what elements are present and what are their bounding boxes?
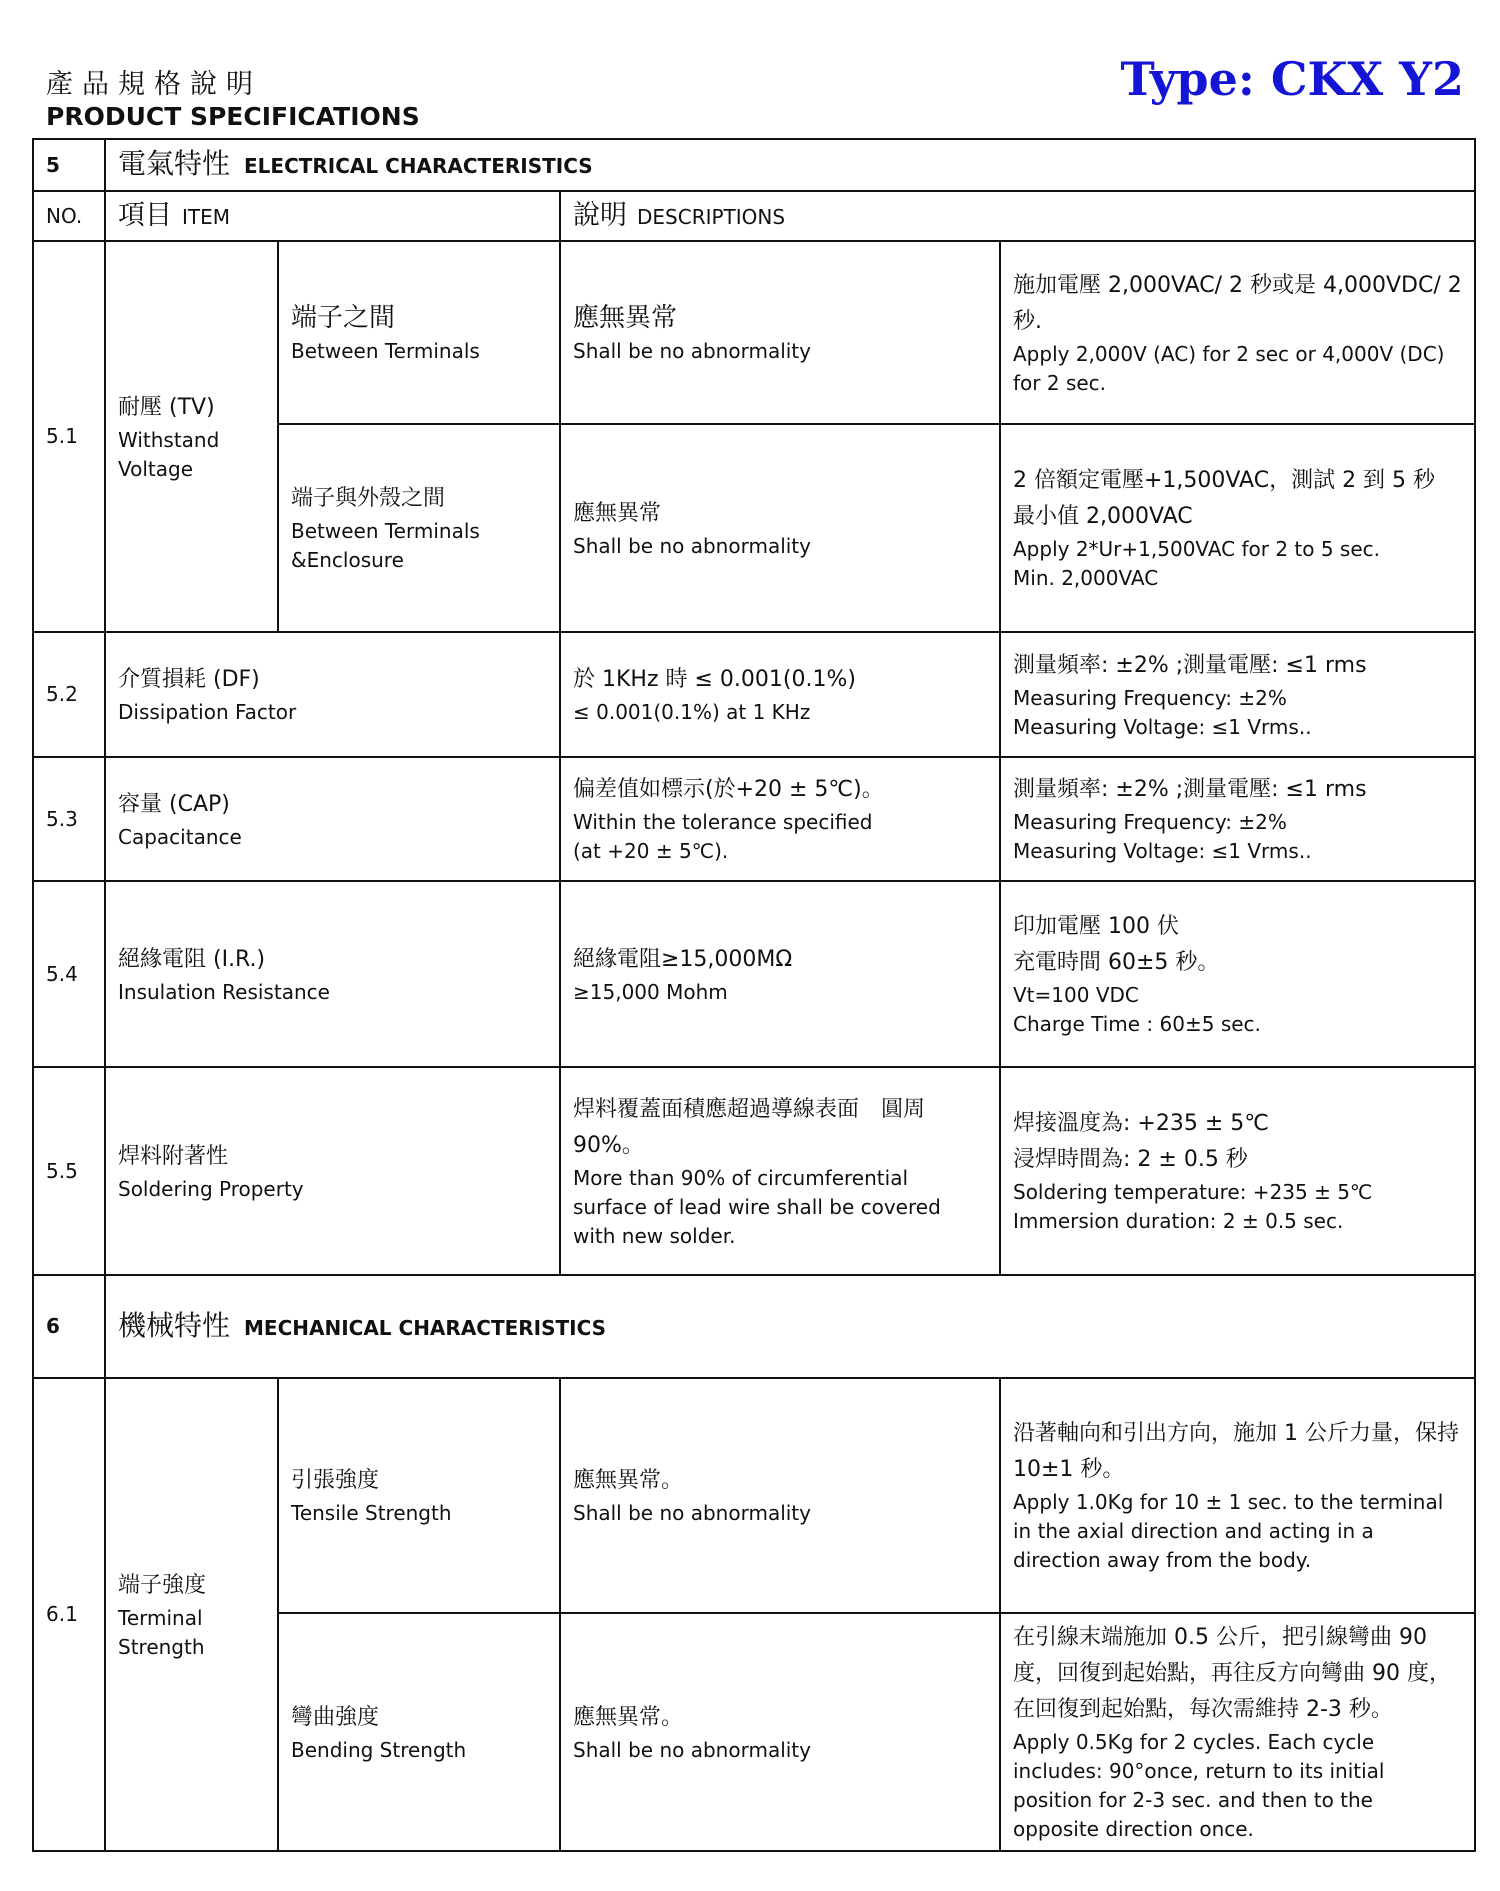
- sub-item: [278, 1378, 560, 1613]
- table-row: [33, 881, 1475, 1067]
- condition-en: Measuring Frequency: ±2%: [1013, 685, 1287, 710]
- spec-table: [32, 138, 1476, 1852]
- sub-item: [278, 241, 560, 424]
- item-number: 5.4: [33, 881, 105, 1067]
- sub-item-cn: 引張強度: [291, 1468, 380, 1493]
- table-row: [33, 1067, 1475, 1275]
- condition-cn: 充電時間 60±5 秒。: [1013, 950, 1220, 975]
- item-name-en: Soldering Property: [118, 1176, 304, 1201]
- table-row: [33, 1378, 1475, 1613]
- sub-item: [278, 424, 560, 632]
- item-name: [105, 1378, 278, 1851]
- item-name: [105, 241, 278, 632]
- requirement-en: More than 90% of circumferential surface of lead wire shall be covered with new solder.: [573, 1165, 941, 1248]
- sub-item-en: Between Terminals: [291, 339, 480, 363]
- condition-en: Soldering temperature: +235 ± 5℃: [1013, 1180, 1373, 1204]
- item-number: 6.1: [33, 1378, 105, 1851]
- item-name-cn: 端子強度: [118, 1572, 207, 1598]
- item-name-cn: 容量 (CAP): [118, 791, 230, 817]
- col-desc-en: DESCRIPTIONS: [637, 204, 786, 229]
- condition-cn: 焊接溫度為: +235 ± 5℃: [1013, 1111, 1269, 1136]
- condition-en: Immersion duration: 2 ± 0.5 sec.: [1013, 1209, 1344, 1233]
- item-name-cn: 絕緣電阻 (I.R.): [118, 946, 266, 972]
- condition-en: Apply 2,000V (AC) for 2 sec or 4,000V (DC) for 2 sec.: [1013, 341, 1445, 395]
- requirement-cn: 應無異常。: [573, 1468, 684, 1493]
- test-condition: [1000, 1067, 1475, 1275]
- product-type: Type: CKX Y2: [1120, 52, 1464, 106]
- section-number: 6: [33, 1275, 105, 1378]
- item-name-en: Withstand: [118, 427, 220, 452]
- test-condition: [1000, 241, 1475, 424]
- sub-item-en: Tensile Strength: [291, 1501, 452, 1525]
- condition-cn: 沿著軸向和引出方向，施加 1 公斤力量，保持 10±1 秒。: [1013, 1421, 1459, 1482]
- item-name-en: Terminal: [118, 1605, 203, 1630]
- item-name: [105, 632, 560, 757]
- condition-cn: 浸焊時間為: 2 ± 0.5 秒: [1013, 1147, 1248, 1172]
- section-title: [105, 1275, 1475, 1378]
- col-item-en: ITEM: [182, 204, 231, 229]
- condition-en: Measuring Frequency: ±2%: [1013, 810, 1287, 834]
- col-item-header: [105, 191, 560, 241]
- section-title-cn: 電氣特性: [118, 147, 231, 180]
- test-condition: [1000, 424, 1475, 632]
- requirement-en: Shall be no abnormality: [573, 1737, 811, 1762]
- item-name: [105, 881, 560, 1067]
- condition-en: Apply 2*Ur+1,500VAC for 2 to 5 sec.: [1013, 537, 1381, 561]
- test-condition: [1000, 757, 1475, 881]
- item-name-en: Voltage: [118, 456, 194, 481]
- condition-cn: 2 倍額定電壓+1,500VAC，測試 2 到 5 秒: [1013, 468, 1436, 493]
- item-number: 5.5: [33, 1067, 105, 1275]
- sub-item-en: Between Terminals: [291, 519, 480, 543]
- requirement-cn: 應無異常。: [573, 1704, 684, 1730]
- item-name: [105, 757, 560, 881]
- col-desc-cn: 說明: [573, 199, 627, 231]
- item-number: 5.1: [33, 241, 105, 632]
- requirement: [560, 632, 1000, 757]
- requirement-cn: 於 1KHz 時 ≤ 0.001(0.1%): [573, 667, 856, 692]
- item-name-cn: 耐壓 (TV): [118, 394, 215, 420]
- requirement: [560, 424, 1000, 632]
- test-condition: [1000, 632, 1475, 757]
- sub-item-en: Bending Strength: [291, 1737, 467, 1762]
- column-header-row: [33, 191, 1475, 241]
- condition-cn: 印加電壓 100 伏: [1013, 914, 1179, 939]
- sub-item-cn: 彎曲強度: [291, 1704, 380, 1730]
- requirement-en: Shall be no abnormality: [573, 1501, 811, 1525]
- requirement: [560, 1067, 1000, 1275]
- test-condition: [1000, 881, 1475, 1067]
- item-number: 5.2: [33, 632, 105, 757]
- condition-en: Charge Time : 60±5 sec.: [1013, 1012, 1261, 1036]
- test-condition: [1000, 1378, 1475, 1613]
- requirement: [560, 241, 1000, 424]
- section-title-en: ELECTRICAL CHARACTERISTICS: [244, 154, 593, 178]
- condition-cn: 最小值 2,000VAC: [1013, 504, 1193, 529]
- header-title-cn: 產品規格說明: [46, 69, 262, 100]
- condition-en: Apply 0.5Kg for 2 cycles. Each cycle includes: 90°once, return to its initial position for 2-3 sec. and then to the opposite direction once.: [1013, 1730, 1385, 1841]
- header-title-en: PRODUCT SPECIFICATIONS: [46, 102, 420, 131]
- requirement: [560, 757, 1000, 881]
- requirement-cn: 應無異常: [573, 303, 678, 333]
- condition-cn: 測量頻率: ±2% ;測量電壓: ≤1 rms: [1013, 652, 1367, 678]
- table-row: [33, 241, 1475, 424]
- col-desc-header: [560, 191, 1475, 241]
- requirement-en: Shall be no abnormality: [573, 533, 811, 558]
- sub-item: [278, 1613, 560, 1851]
- sub-item-cn: 端子與外殼之間: [291, 486, 446, 511]
- section-title-cn: 機械特性: [118, 1308, 231, 1342]
- item-name-en: Insulation Resistance: [118, 979, 330, 1004]
- requirement-en: ≤ 0.001(0.1%) at 1 KHz: [573, 700, 811, 724]
- condition-cn: 施加電壓 2,000VAC/ 2 秒或是 4,000VDC/ 2 秒.: [1013, 272, 1462, 334]
- requirement-cn: 應無異常: [573, 500, 662, 526]
- requirement: [560, 1613, 1000, 1851]
- section-header-row: [33, 1275, 1475, 1378]
- item-name-en: Dissipation Factor: [118, 700, 297, 724]
- item-name-cn: 介質損耗 (DF): [118, 667, 260, 692]
- item-name: [105, 1067, 560, 1275]
- item-name-en: Strength: [118, 1634, 205, 1659]
- condition-en: Measuring Voltage: ≤1 Vrms..: [1013, 714, 1312, 739]
- requirement-cn: 焊料覆蓋面積應超過導線表面 圓周 90%。: [573, 1096, 926, 1158]
- condition-cn: 測量頻率: ±2% ;測量電壓: ≤1 rms: [1013, 777, 1367, 802]
- section-number: 5: [33, 139, 105, 191]
- requirement-en: (at +20 ± 5℃).: [573, 839, 729, 863]
- section-header-row: [33, 139, 1475, 191]
- col-no-header: NO.: [33, 191, 105, 241]
- item-name-cn: 焊料附著性: [118, 1143, 229, 1169]
- sub-item-en: &Enclosure: [291, 548, 404, 572]
- requirement-en: Shall be no abnormality: [573, 339, 811, 363]
- col-item-cn: 項目: [118, 199, 172, 231]
- requirement: [560, 881, 1000, 1067]
- section-title: [105, 139, 1475, 191]
- sub-item-cn: 端子之間: [291, 303, 396, 333]
- requirement-en: Within the tolerance specified: [573, 810, 873, 834]
- condition-en: Min. 2,000VAC: [1013, 566, 1159, 590]
- condition-cn: 在引線末端施加 0.5 公斤，把引線彎曲 90 度，回復到起始點，再往反方向彎曲 90 度，在回復到起始點，每次需維持 2-3 秒。: [1013, 1625, 1451, 1722]
- item-name-en: Capacitance: [118, 824, 242, 849]
- item-number: 5.3: [33, 757, 105, 881]
- table-row: [33, 757, 1475, 881]
- requirement-en: ≥15,000 Mohm: [573, 979, 728, 1004]
- condition-en: Apply 1.0Kg for 10 ± 1 sec. to the terminal in the axial direction and acting in a direction away from the body.: [1013, 1490, 1444, 1572]
- section-title-en: MECHANICAL CHARACTERISTICS: [244, 1315, 607, 1340]
- requirement-cn: 偏差值如標示(於+20 ± 5℃)。: [573, 777, 884, 802]
- test-condition: [1000, 1613, 1475, 1851]
- condition-en: Measuring Voltage: ≤1 Vrms..: [1013, 839, 1312, 863]
- condition-en: Vt=100 VDC: [1013, 983, 1139, 1007]
- requirement-cn: 絕緣電阻≥15,000MΩ: [573, 946, 793, 972]
- requirement: [560, 1378, 1000, 1613]
- table-row: [33, 632, 1475, 757]
